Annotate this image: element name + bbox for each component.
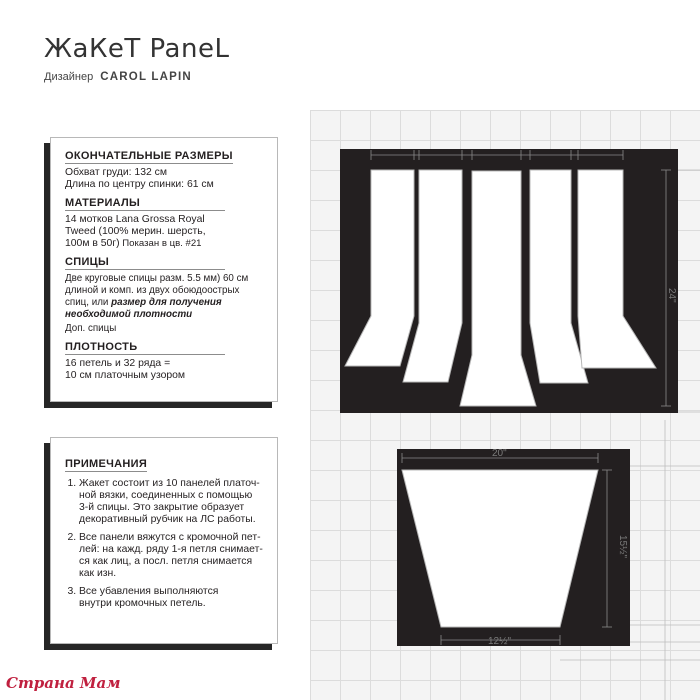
- note-1-line-4: декоративный рубчик на ЛС работы.: [79, 514, 256, 525]
- needles-line-3-start: спиц, или: [65, 297, 112, 308]
- note-3-line-1: Все убавления выполняются: [79, 586, 219, 597]
- materials-line-3-start: 100м в 50г): [65, 238, 120, 249]
- length-label: 24": [666, 288, 677, 303]
- gauge-note-2: необходимой плотности: [65, 309, 193, 320]
- gauge-heading: ПЛОТНОСТЬ: [65, 341, 225, 355]
- gauge-line-2: 10 см платочным узором: [65, 370, 186, 381]
- materials-line-1: 14 мотков Lana Grossa Royal: [65, 214, 205, 225]
- note-1-line-3: 3-й спицы. Это закрытие образует: [79, 502, 245, 513]
- notes-heading: ПРИМЕЧАНИЯ: [65, 458, 148, 470]
- needles-extra: Доп. спицы: [65, 323, 117, 334]
- bottom-width-label: 12½": [488, 636, 512, 647]
- note-2-line-2: лей: на кажд. ряду 1-я петля снимает-: [79, 544, 263, 555]
- final-sizes-heading: ОКОНЧАТЕЛЬНЫЕ РАЗМЕРЫ: [65, 150, 233, 162]
- needles-line-1: Две круговые спицы разм. 5.5 мм) 60 см: [65, 273, 249, 284]
- page-title: ЖаКеТ PaneL: [44, 34, 230, 64]
- note-1-line-2: ной вязки, соединенных с помощью: [79, 490, 253, 501]
- back-length: Длина по центру спинки: 61 см: [65, 179, 214, 190]
- note-2-line-3: ся как лиц, а посл. петля снимается: [79, 556, 253, 567]
- watermark: Страна Мам: [6, 674, 121, 692]
- note-2-line-4: как изн.: [79, 568, 117, 579]
- designer-prefix: Дизайнер: [44, 71, 94, 83]
- needles-line-2: длиной и комп. из двух обоюдоострых: [65, 285, 240, 296]
- needles-heading: СПИЦЫ: [65, 256, 225, 270]
- height-label: 15½": [617, 535, 628, 559]
- gauge-line-1: 16 петель и 32 ряда =: [65, 358, 171, 369]
- note-3-line-2: внутри кромочных петель.: [79, 598, 206, 609]
- top-width-label: 20": [492, 448, 507, 459]
- gauge-note-1: размер для получения: [111, 297, 222, 308]
- chest-size: Обхват груди: 132 см: [65, 167, 167, 178]
- designer-name: CAROL LAPIN: [100, 71, 192, 83]
- materials-color: Показан в цв. #21: [119, 238, 202, 249]
- note-2-line-1: Все панели вяжутся с кромочной пет-: [79, 532, 261, 543]
- note-1-line-1: Жакет состоит из 10 панелей платоч-: [79, 478, 260, 489]
- materials-heading: МАТЕРИАЛЫ: [65, 197, 225, 211]
- materials-line-2: Tweed (100% мерин. шерсть,: [65, 226, 206, 237]
